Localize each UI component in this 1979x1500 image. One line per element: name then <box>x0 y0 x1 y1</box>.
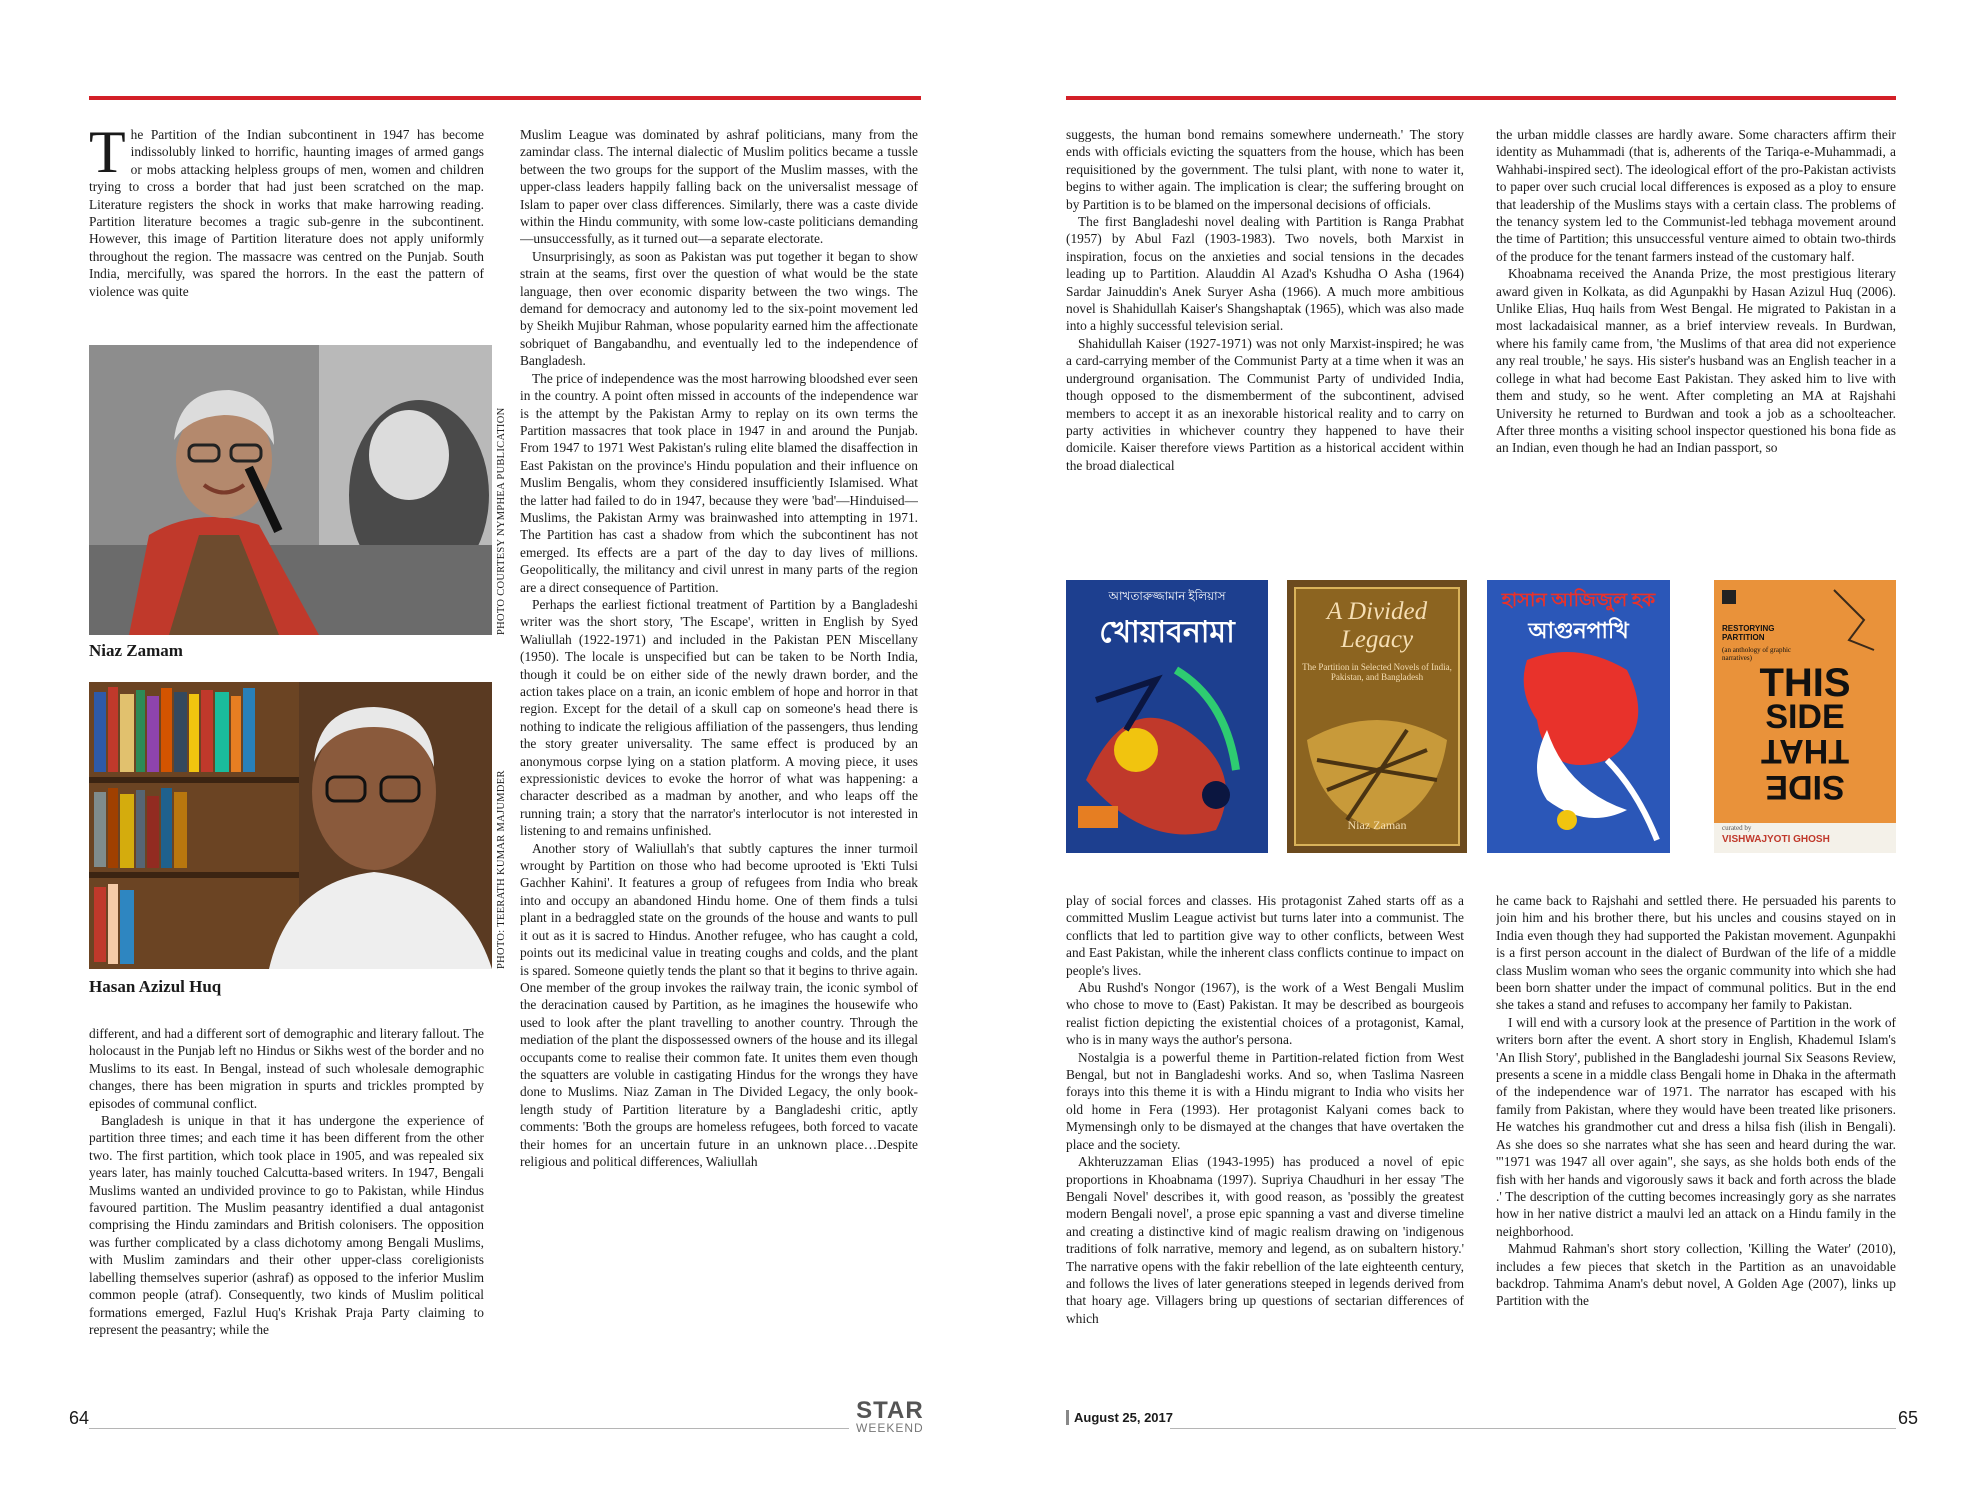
photo-niaz-zaman <box>89 345 492 635</box>
issue-date: August 25, 2017 <box>1066 1410 1173 1425</box>
cover-author: হাসান আজিজুল হক <box>1501 590 1656 611</box>
left-column-1-bottom <box>89 1025 484 1395</box>
right-column-3-top <box>1066 126 1464 534</box>
caption-niaz-zaman: Niaz Zamam <box>89 641 183 660</box>
cover-title: A Divided Legacy <box>1326 598 1428 653</box>
cover-title: আগুনপাখি <box>1528 618 1629 643</box>
paragraph: The price of independence was the most harrowing bloodshed ever seen in the country. A point often missed in accounts of the independence war is the attempt by the Pakistan Army to replay on its own terms the Partition massacres that took place in 1947 in and around the Punjab. From 1947 to 1971 West Pakistan's ruling elite blamed the disaffection in East Pakistan on the province's Hindu population and their influence on Muslim Bengalis, whom they considered insufficiently Islamised. What the latter had failed to do in 1947, because they were 'bad'—Hinduised—Muslims, the Pakistan Army was brainwashed into attempting in 1971. The Partition has cast a shadow from which the subcontinent has not emerged. Its effects are a part of the day to day lives of millions. Geopolitically, the militancy and civil unrest in many parts of the region are a direct consequence of Partition. <box>520 370 918 595</box>
paragraph: Abu Rushd's Nongor (1967), is the work of a West Bengali Muslim who chose to move to (East) Pakistan. It may be described as bourgeois realist fiction depicting the existential choices of a protagonist, Kamal, who is in many ways the author's persona. <box>1066 980 1464 1048</box>
paragraph: he came back to Rajshahi and settled there. He persuaded his parents to join him and his brother there, but his uncles and cousins stayed on in India even though they had supported the Pakistan movement. Agunpakhi is a first person account in the dialect of Burdwan of the life of a middle class Muslim woman who sees the organic community into which she had been born shatter under the impact of communal politics. But in the end she takes a stand and refuses to accompany her family to Pakistan. <box>1496 893 1896 1013</box>
top-red-rule-right <box>1066 96 1896 100</box>
book-cover-khoabnama <box>1066 580 1268 853</box>
paragraph: play of social forces and classes. His protagonist Zahed starts off as a committed Muslim League activist but turns later into a communist. The conflicts that led to partition give way to other conflicts, between West and East Pakistan, while the inherent class conflicts continue to impact on people's lives. <box>1066 893 1464 978</box>
footer-rule-right <box>1170 1428 1896 1429</box>
paragraph: Unsurprisingly, as soon as Pakistan was put together it began to show strain at the seams, first over the question of what would be the state language, then over economic disparity between the two wings. The demand for democracy and autonomy led to the six-point movement led by Sheikh Mujibur Rahman, whose popularity earned him the affectionate sobriquet of Bangabandhu, and eventually led to the independence of Bangladesh. <box>520 248 918 369</box>
cover-title-line: SIDE <box>1765 698 1845 736</box>
paragraph: Another story of Waliullah's that subtly captures the inner turmoil wrought by Partition on those who had become uprooted is 'Ekti Tulsi Gachher Kahini'. It features a group of refugees from India who break into and occupy an abandoned Hindu home. One of them finds a tulsi plant in a bedraggled state on the grounds of the house and wants to pull it out as it is sacred to Hindus. Another refugee, who has caught a cold, points out its medicinal value in treating coughs and colds, and the plant is spared. Someone quietly tends the plant so that it begins to thrive again. One member of the group invokes the railway train, the iconic symbol of the deracination caused by Partition, as he imagines the housewife who used to look after the plant travelling to another country. Through the mediation of the plant the dispossessed owners of the house and its illegal occupants come to realise their common fate. It unites them even though the squatters are voluble in castigating Hindus for the wrongs they have done to Muslims. Niaz Zaman in The Divided Legacy, the only book-length study of Partition literature by a Bangladeshi critic, aptly comments: 'Both the groups are homeless refugees, both forced to vacate their homes for an uncertain future in an unknown place…Despite religious and political differences, Waliullah <box>520 840 918 1169</box>
paragraph: Bangladesh is unique in that it has undergone the experience of partition three times; and each time it has been different from the other two. The first partition, which took place in 1905, and was repealed six years later, has mainly touched Calcutta-based writers. In 1947, Bengali Muslims wanted an undivided province to go to Pakistan, while Hindus favoured partition. The Muslim peasantry identified a dual antagonist comprising the Hindu zamindars and British colonisers. The opposition was further complicated by a class dichotomy among Bengali Muslims, with Muslim zamindars and their other upper-class coreligionists labelling themselves superior (ashraf) as opposed to the inferior Muslim common people (atraf). Consequently, two kinds of Muslim political formations emerged, Fazlul Huq's Krishak Praja Party claiming to represent the peasantry; while the <box>89 1113 484 1337</box>
logo-weekend: WEEKEND <box>856 1421 924 1435</box>
page-number-left: 64 <box>69 1408 90 1428</box>
drop-cap: T <box>89 126 126 185</box>
paragraph: The first Bangladeshi novel dealing with Partition is Ranga Prabhat (1957) by Abul Fazl (1903-1983). Two novels, both Marxist in inspiration, focus on the anxieties and social tensions in the decades leading up to Partition. Alauddin Al Azad's Kshudha O Asha (1964) Sardar Jainuddin's Anek Suryer Asha (1966). A much more ambitious novel is Shahidullah Kaiser's Shangshaptak (1965), which was also made into a highly successful television serial. <box>1066 214 1464 334</box>
paragraph: Muslim League was dominated by ashraf politicians, many from the zamindar class. The internal dialectic of Muslim politics became a tussle between the two groups for the support of the Muslim masses, with the upper-class leaders happily falling back on the universalist message of Islam to paper over class differences. Similarly, there was a caste divide within the Hindu community, with some low-caste politicians demanding—unsuccessfully, as it turned out—a separate electorate. <box>520 127 918 247</box>
paragraph: Perhaps the earliest fictional treatment of Partition by a Bangladeshi writer was the short story, 'The Escape', written in English by Syed Waliullah (1922-1971) and included in the Pakistan PEN Miscellany (1950). The locale is unspecified but can be taken to be North India, though it could be on either side of the newly drawn border, and the action takes place on a train, an iconic emblem of hope and horror in that region. Except for the detail of a skull cap on someone's head there is nothing to indicate the religious affiliation of the passengers, thus lending the story greater universality. The same effect is produced by an anonymous corpse lying on a station platform. A moving piece, it uses expressionistic devices to evoke the horror of what was happening: a character described as a madman by another, and who leaps off the running train; a story that the narrator's interlocutor is not interested in listening to and remains unfinished. <box>520 596 918 839</box>
logo-star: STAR <box>856 1397 924 1424</box>
star-weekend-logo <box>856 1397 924 1435</box>
cover-subtitle: (an anthology of graphic narratives) <box>1722 646 1792 662</box>
footer-rule-left <box>89 1428 849 1429</box>
paragraph: Khoabnama received the Ananda Prize, the most prestigious literary award given in Kolkata, as did Agunpakhi by Hasan Azizul Huq (2006). Unlike Elias, Huq hails from West Bengal. He migrated to Pakistan in a most lackadaisical manner, as a brief interview reveals. In Burdwan, where his family came from, 'the Muslims of that area did not experience any real trouble,' he says. His sister's husband was an English teacher in a college in what had become East Pakistan. They asked him to live with them and study, so he went. After completing an MA at Rajshahi University he returned to Burdwan and took a job as a schoolteacher. After three months a visiting school inspector questioned his bona fide as an Indian, even though he had an Indian passport, so <box>1496 266 1896 456</box>
cover-title-line: THAT <box>1760 732 1850 770</box>
credit-photo-2: PHOTO: TEERATH KUMAR MAJUMDER <box>496 770 507 969</box>
left-column-1-top <box>89 126 484 322</box>
paragraph: the urban middle classes are hardly aware. Some characters affirm their identity as Muhammadi (that is, adherents of the Tariqa-e-Muhammadi, a Wahhabi-inspired sect). The ideological effort of the pro-Pakistan activists to paper over such crucial local differences is exposed as a ploy to ensure that leadership of the Muslims stays with a certain class. The problems of the tenancy system led to the Communist-led tebhaga movement around the time of Partition; this unsuccessful venture aimed to obtain two-thirds of the produce for the tenant farmers instead of the customary half. <box>1496 127 1896 264</box>
right-column-4-bottom <box>1496 892 1896 1395</box>
paragraph: Mahmud Rahman's short story collection, 'Killing the Water' (2010), includes a few pieces that sketch in the Partition as an unavoidable backdrop. Tahmima Anam's debut novel, A Golden Age (2007), links up Partition with the <box>1496 1241 1896 1309</box>
paragraph: suggests, the human bond remains somewhere underneath.' The story ends with officials evicting the squatters from the house, which has been requisitioned by the government. The tulsi plant, with none to water it, begins to wither again. The implication is clear; the suffering brought on by Partition is to be blamed on the impersonal decisions of officials. <box>1066 127 1464 212</box>
book-cover-this-side-that-side <box>1714 580 1896 853</box>
credit-photo-1: PHOTO COURTESY NYMPHEA PUBLICATION <box>496 407 507 635</box>
cover-subtitle: The Partition in Selected Novels of India, Pakistan, and Bangladesh <box>1302 662 1452 682</box>
cover-title-line: SIDE <box>1765 768 1845 806</box>
intro-paragraph: he Partition of the Indian subcontinent in 1947 has become indissolubly linked to horrific, haunting images of armed gangs or mobs attacking helpless groups of men, women and children trying to cross a border that had just been scratched on the map. Literature registers the shock in works that make harrowing reading. Partition literature becomes a tragic sub-genre in the subcontinent. However, this image of Partition literature does not apply uniformly throughout the region. The massacre was centred on the Punjab. South India, mercifully, was spared the horrors. In the east the pattern of violence was quite <box>89 127 484 299</box>
cover-author: Niaz Zaman <box>1347 818 1407 832</box>
paragraph: Nostalgia is a powerful theme in Partition-related fiction from West Bengal, but not in Bangladeshi works. And so, when Taslima Nasreen forays into this theme it is with a Hindu migrant to India who visits her old home in Fera (1993). Her protagonist Kalyani comes back to Mymensingh only to be dismayed at the changes that have overtaken the place and the society. <box>1066 1049 1464 1152</box>
top-red-rule-left <box>89 96 921 100</box>
cover-author: VISHWAJYOTI GHOSH <box>1722 834 1830 845</box>
right-column-4-top <box>1496 126 1896 534</box>
book-cover-divided-legacy <box>1287 580 1467 853</box>
cover-author: আখতারুজ্জামান ইলিয়াস <box>1108 589 1226 603</box>
page-number-right: 65 <box>1898 1408 1919 1428</box>
caption-hasan-azizul-huq: Hasan Azizul Huq <box>89 977 222 996</box>
paragraph: I will end with a cursory look at the presence of Partition in the work of writers born after the event. A short story in English, Khademul Islam's 'An Ilish Story', published in the Bangladeshi journal Six Seasons Review, presents a scene in a middle class Bengali home in Dhaka in the aftermath of the independence war of 1971. The narrator has escaped with his family from Pakistan, where they would have been treated like prisoners. He watches his grandmother cut and dress a hilsa fish (ilish in Bengali). As she does so she narrates what she has seen and heard during the war. '"1971 was 1947 all over again", she says, as she holds both ends of the fish with her hands and vigorously saws it back and forth across the blade .' The description of the cutting becomes increasingly gory as she narrates how in her native district a maulvi led an attack on a Hindu family in the neighborhood. <box>1496 1014 1896 1239</box>
cover-title-line: THIS <box>1759 661 1851 705</box>
photo-hasan-azizul-huq <box>89 682 492 969</box>
cover-title: খোয়াবনামা <box>1099 616 1235 649</box>
paragraph: different, and had a different sort of demographic and literary fallout. The holocaust in the Punjab left no Hindus or Sikhs west of the border and no Muslims to its east. In Bengal, instead of such wholesale demographic changes, there has been migration in spurts and trickles prompted by episodes of communal conflict. <box>89 1026 484 1111</box>
book-cover-agunpakhi <box>1487 580 1670 853</box>
paragraph: Shahidullah Kaiser (1927-1971) was not only Marxist-inspired; he was a card-carrying member of the Communist Party at a time when it was an underground organisation. The Communist Party of undivided India, though opposed to the dismemberment of the subcontinent, advised members to accept it as an inexorable historical reality and to carry on party activities in whichever country they happened to have their domicile. Kaiser therefore views Partition as a historical accident within the broad dialectical <box>1066 335 1464 473</box>
cover-author-label: curated by <box>1722 824 1752 832</box>
left-column-2 <box>520 126 918 1394</box>
cover-kicker: RESTORYING PARTITION <box>1722 624 1775 642</box>
right-column-3-bottom <box>1066 892 1464 1395</box>
paragraph: Akhteruzzaman Elias (1943-1995) has produced a novel of epic proportions in Khoabnama (1997). Supriya Chaudhuri in her essay 'The Bengali Novel' describes it, with good reason, as 'possibly the greatest modern Bengali novel', a prose epic spanning a vast and diverse timeline and creating a distinctive kind of magic realism drawing on 'indigenous traditions of folk narrative, memory and legend, as on subaltern history.' The narrative opens with the fakir rebellion of the late eighteenth century, and follows the lives of later generations steeped in legends derived from that hoary age. Villagers bring up questions of sectarian differences of which <box>1066 1154 1464 1326</box>
